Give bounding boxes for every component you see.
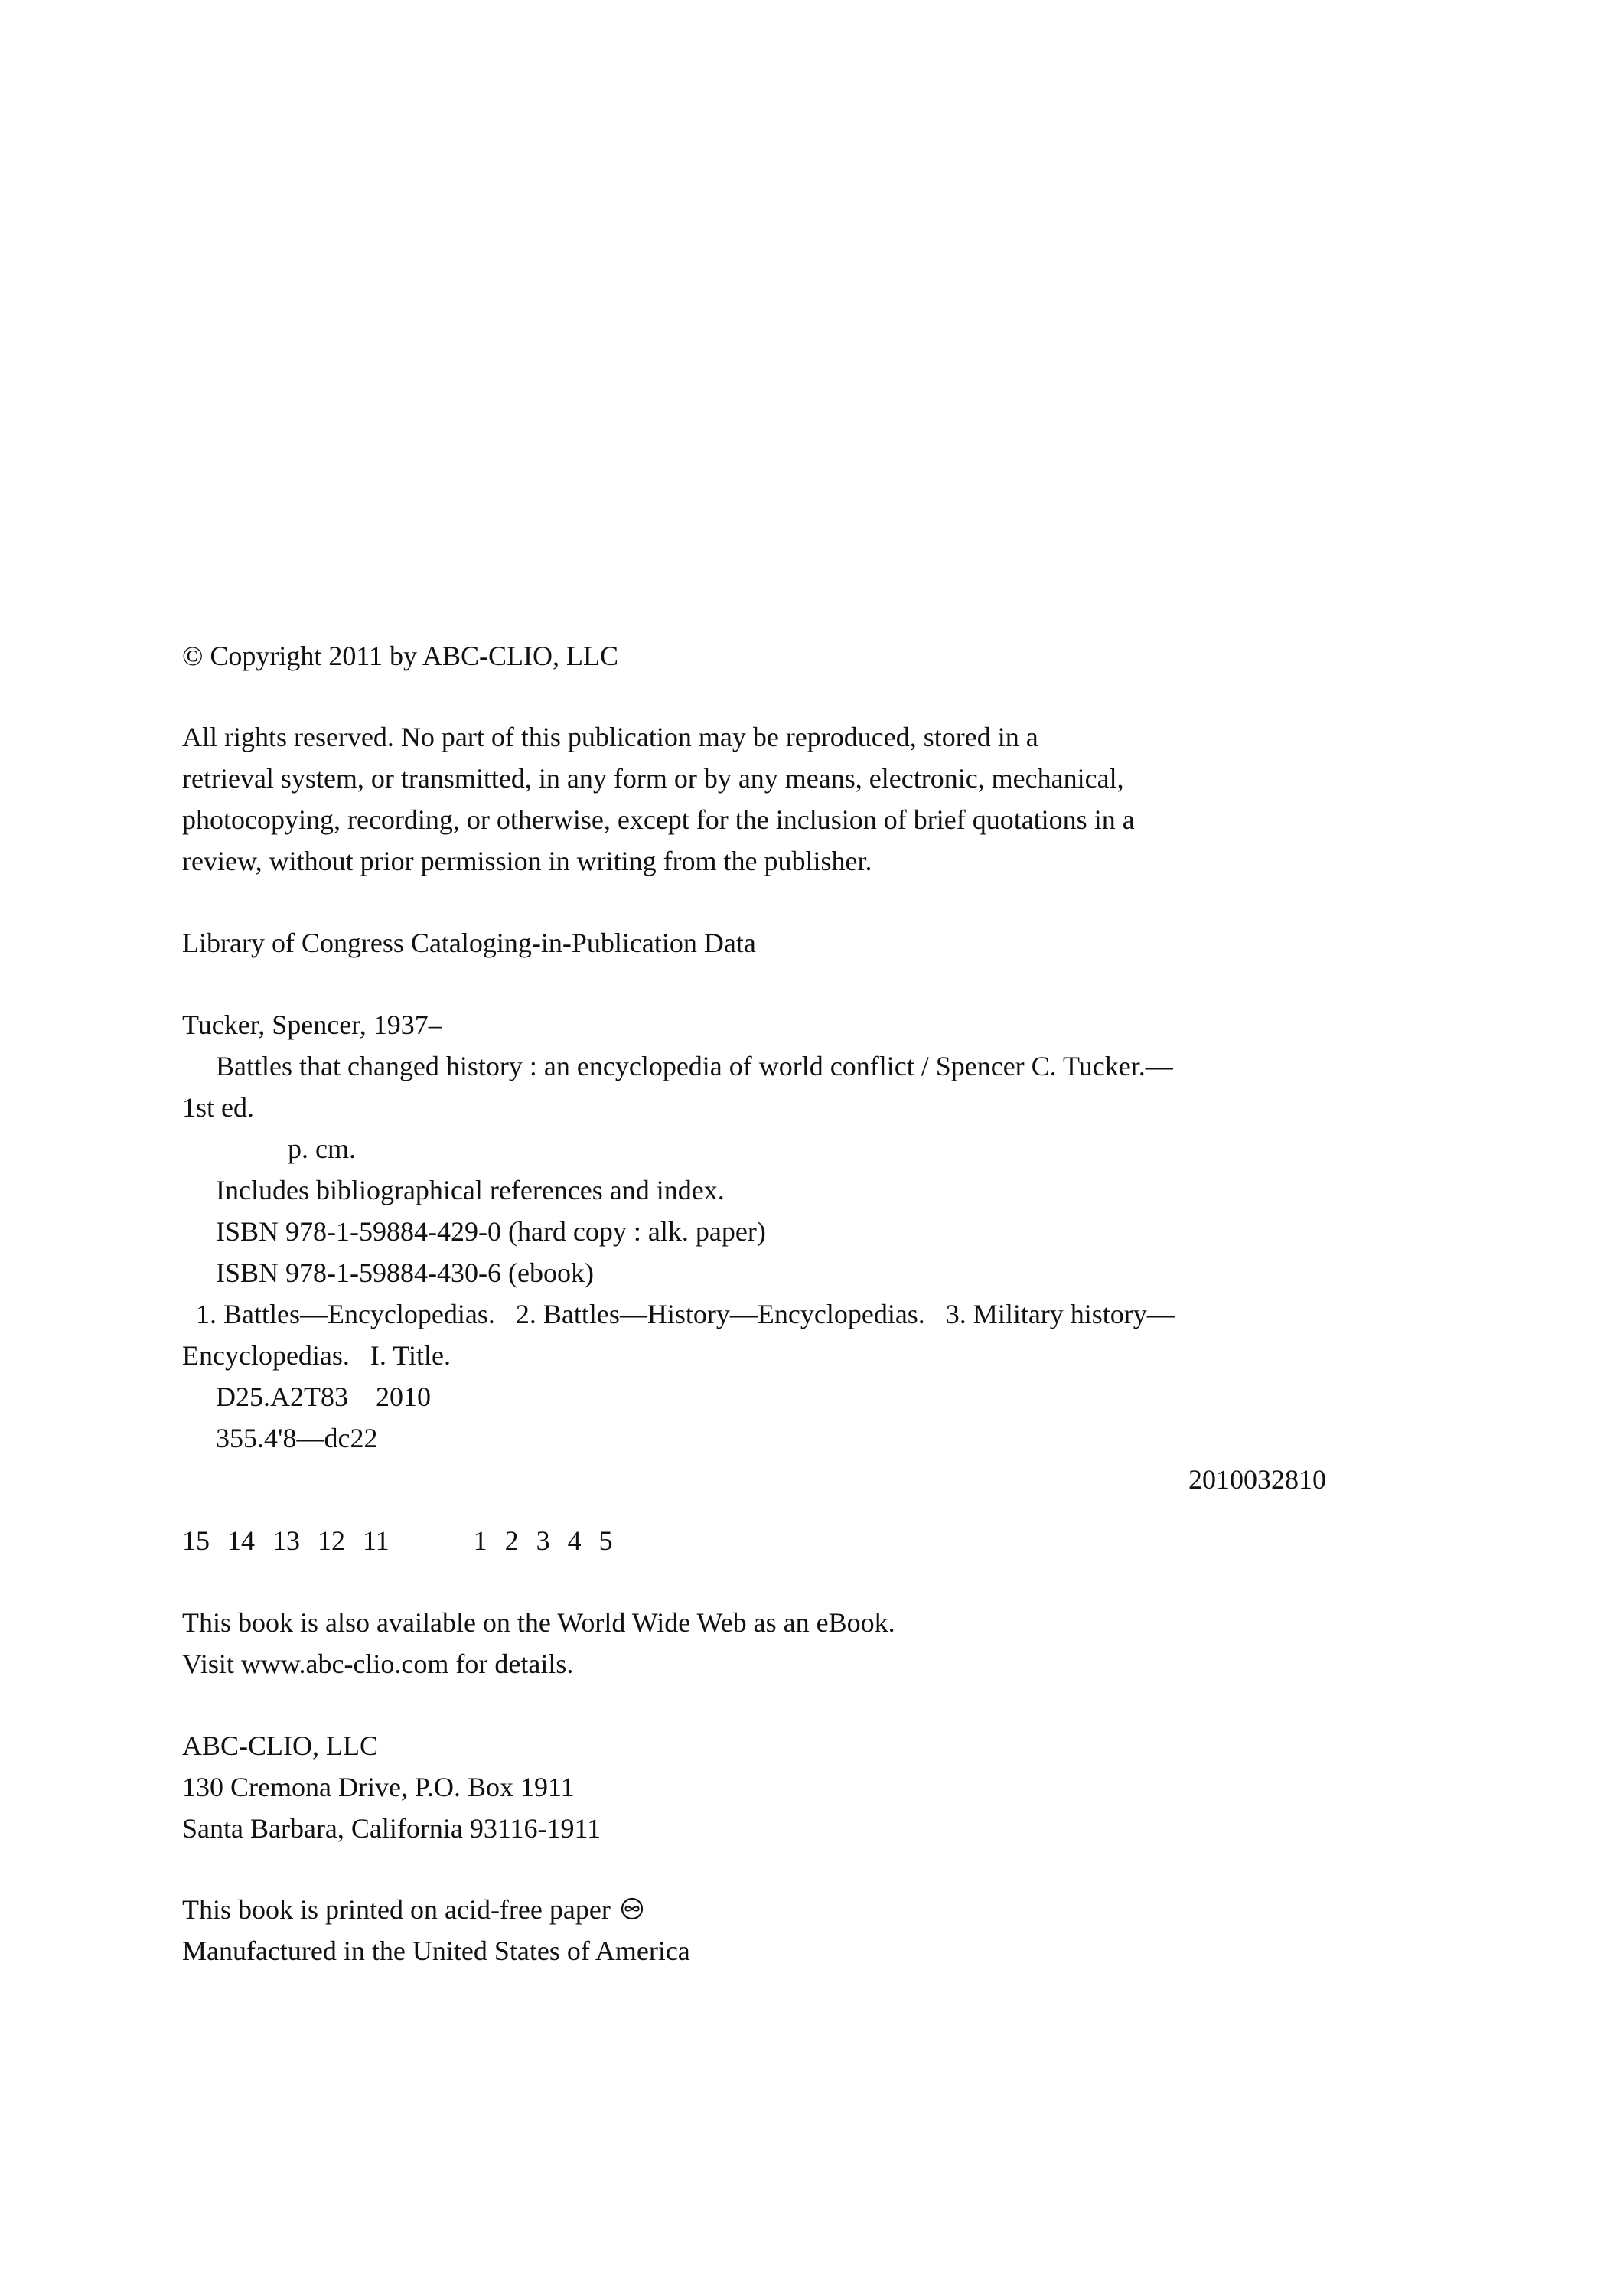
cip-dewey: 355.4'8—dc22 [216,1423,378,1453]
publisher-address [182,1725,1338,1849]
manufactured-note: Manufactured in the United States of America [182,1936,690,1966]
cip-subjects-line-1: 1. Battles—Encyclopedias. 2. Battles—History—Encyclopedias. 3. Military history— [196,1299,1175,1329]
cip-lccn: 2010032810 [1188,1464,1326,1495]
cip-heading: Library of Congress Cataloging-in-Publication Data [182,928,756,958]
cip-heading-section [182,922,1338,964]
paper-note: This book is printed on acid-free paper [182,1894,611,1925]
print-year: 12 [318,1525,345,1556]
cip-author: Tucker, Spencer, 1937– [182,1009,442,1040]
ebook-note [182,1602,1338,1684]
rights-line: photocopying, recording, or otherwise, except for the inclusion of brief quotations in a [182,804,1135,835]
copyright-section [182,635,1338,677]
rights-section [182,716,1338,882]
print-number: 4 [567,1525,582,1556]
print-year: 11 [363,1525,390,1556]
cip-lc-class: D25.A2T83 2010 [216,1381,431,1412]
print-year: 15 [182,1525,210,1556]
cip-notes: Includes bibliographical references and index. [216,1175,725,1205]
publisher-city: Santa Barbara, California 93116-1911 [182,1813,601,1844]
publisher-name: ABC-CLIO, LLC [182,1730,378,1761]
print-number: 3 [536,1525,550,1556]
cip-subjects-line-2: Encyclopedias. I. Title. [182,1340,451,1371]
cip-record [182,1004,1338,1500]
print-number: 2 [504,1525,519,1556]
print-number: 5 [598,1525,613,1556]
cip-extent: p. cm. [288,1133,356,1164]
print-year: 13 [272,1525,300,1556]
ebook-note-line: This book is also available on the World Wide Web as an eBook. [182,1607,895,1638]
cip-isbn-ebook: ISBN 978-1-59884-430-6 (ebook) [216,1257,594,1288]
rights-line: review, without prior permission in writing from the publisher. [182,846,872,876]
cip-isbn-hard: ISBN 978-1-59884-429-0 (hard copy : alk. paper) [216,1216,766,1247]
copyright-line: © Copyright 2011 by ABC-CLIO, LLC [182,641,619,671]
publisher-street: 130 Cremona Drive, P.O. Box 1911 [182,1772,575,1802]
production-notes [182,1889,1338,1971]
rights-line: retrieval system, or transmitted, in any form or by any means, electronic, mechanical, [182,763,1124,794]
cip-title-line-2: 1st ed. [182,1092,254,1123]
print-line [182,1520,1338,1561]
ebook-note-line: Visit www.abc-clio.com for details. [182,1649,574,1679]
cip-title-line-1: Battles that changed history : an encyclopedia of world conflict / Spencer C. Tucker.— [216,1051,1173,1081]
infinity-circle-icon [621,1890,644,1913]
rights-line: All rights reserved. No part of this publication may be reproduced, stored in a [182,722,1038,752]
print-number: 1 [473,1525,487,1556]
print-year: 14 [227,1525,255,1556]
paper-note-line [182,1889,1338,1930]
